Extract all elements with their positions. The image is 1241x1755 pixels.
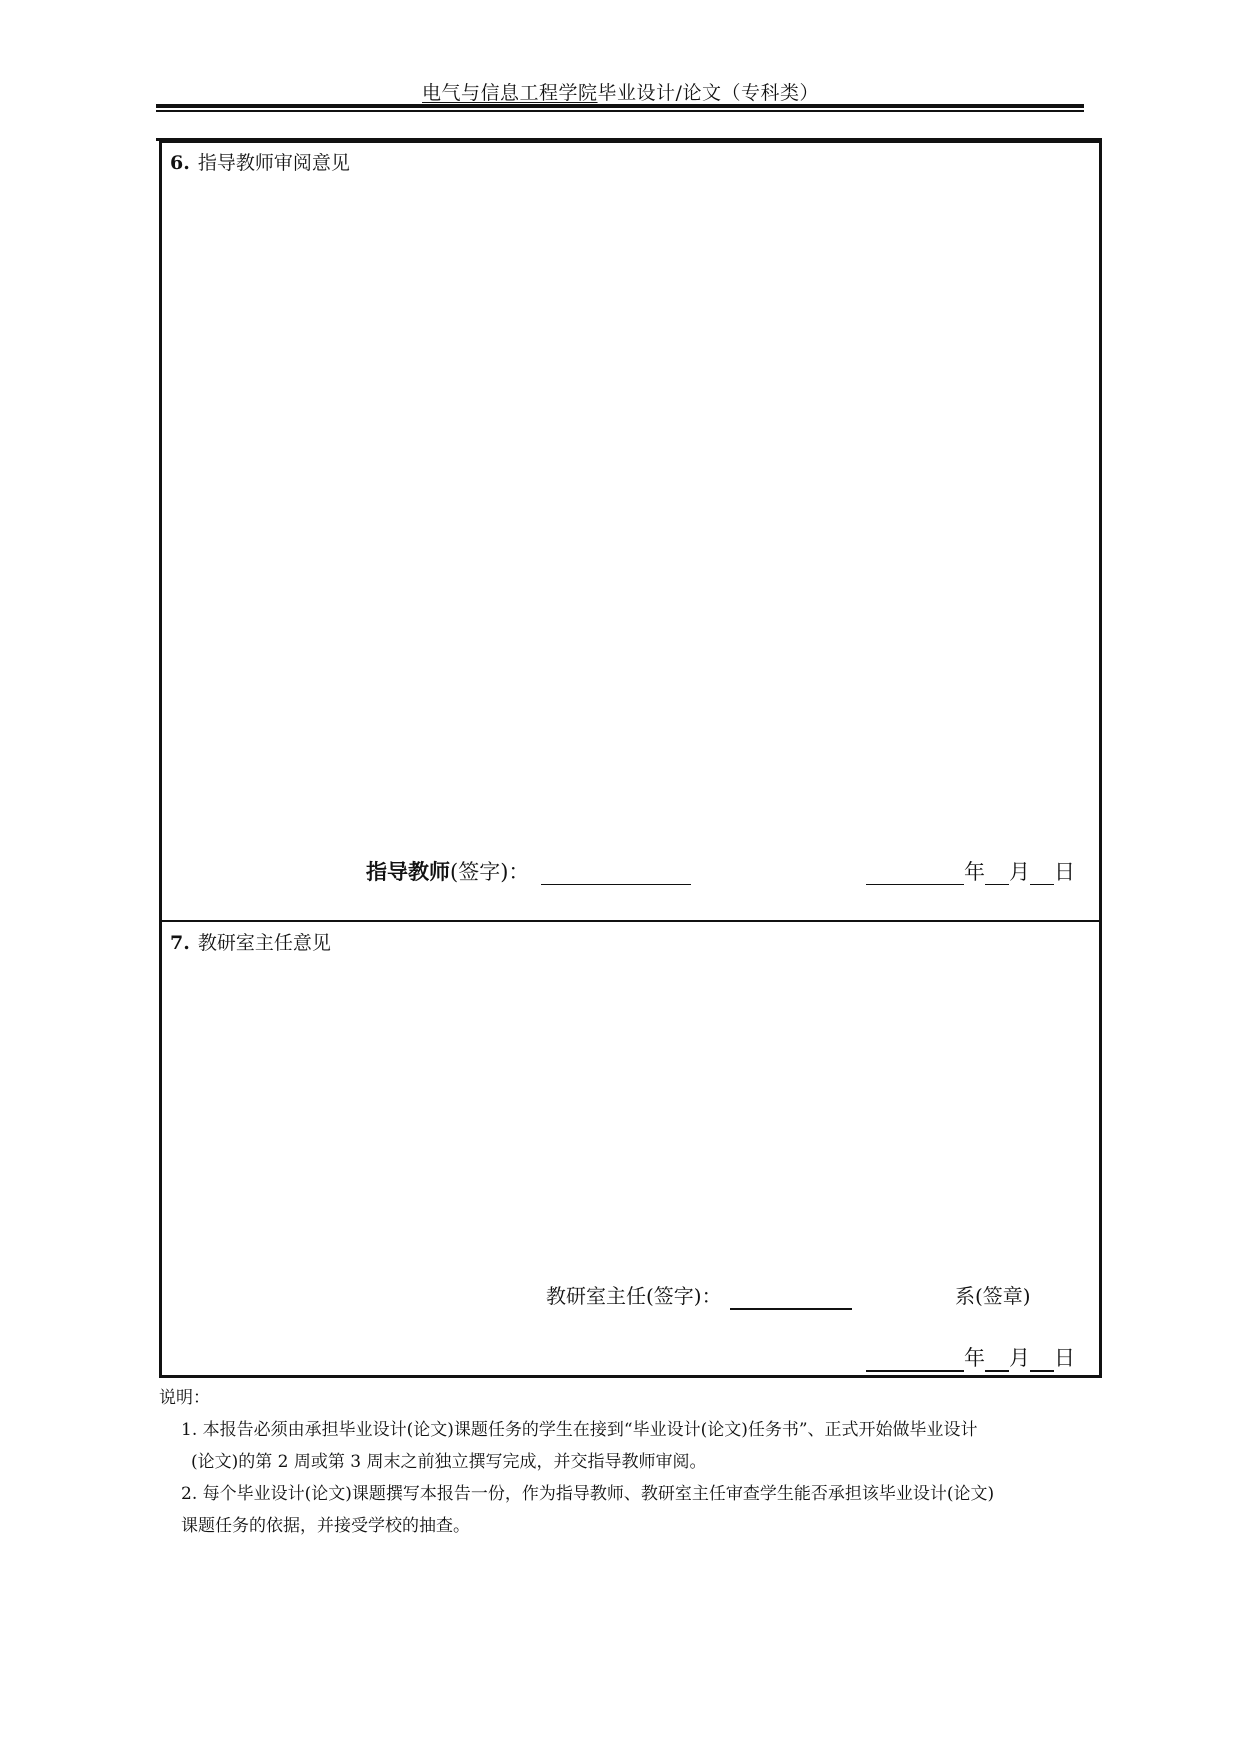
- director-signature-line: [546, 1280, 852, 1310]
- advisor-month-field[interactable]: [985, 860, 1009, 885]
- note-item-1-line-1: 1. 本报告必须由承担毕业设计(论文)课题任务的学生在接到“毕业设计(论文)任务书”、正式开始做毕业设计: [181, 1420, 978, 1440]
- section7-label: 教研室主任意见: [197, 932, 331, 954]
- director-sign-label: 教研室主任(签字)：: [546, 1284, 722, 1308]
- director-year-field[interactable]: [866, 1346, 964, 1372]
- director-year-label: 年: [964, 1346, 985, 1370]
- section6-label: 指导教师审阅意见: [197, 152, 350, 174]
- advisor-day-label: 日: [1054, 860, 1075, 884]
- notes-heading: 说明：: [159, 1388, 210, 1408]
- note-item-2-line-2: 课题任务的依据，并接受学校的抽查。: [181, 1516, 470, 1536]
- page-header-title: [0, 78, 1241, 105]
- header-college: 电气与信息工程学院: [422, 82, 598, 104]
- note-item-1: [159, 1414, 1099, 1478]
- advisor-signature-field[interactable]: [541, 860, 691, 885]
- director-signature-field[interactable]: [730, 1284, 852, 1310]
- advisor-year-label: 年: [964, 860, 985, 884]
- table-top-border: [156, 138, 1102, 141]
- note-item-1-line-2: (论文)的第 2 周或第 3 周末之前独立撰写完成，并交指导教师审阅。: [191, 1452, 707, 1472]
- advisor-year-field[interactable]: [866, 860, 964, 885]
- advisor-sign-suffix: (签字)：: [450, 860, 530, 884]
- department-seal-label: 系(签章): [955, 1284, 1031, 1308]
- note-item-2-line-1: 2. 每个毕业设计(论文)课题撰写本报告一份，作为指导教师、教研室主任审查学生能否承担该毕业设计(论文): [181, 1484, 995, 1504]
- section-divider: [159, 920, 1102, 922]
- director-day-label: 日: [1054, 1346, 1075, 1370]
- advisor-date-line: [866, 856, 1075, 886]
- section7-heading: [170, 928, 331, 955]
- advisor-signature-line: [366, 856, 691, 886]
- note-item-2: [159, 1478, 1099, 1542]
- director-month-label: 月: [1009, 1346, 1030, 1370]
- director-month-field[interactable]: [985, 1346, 1009, 1372]
- section6-heading: [170, 148, 350, 175]
- notes-section: [159, 1382, 1099, 1542]
- header-rule-thin: [156, 110, 1084, 112]
- advisor-label: 指导教师: [366, 860, 450, 884]
- director-day-field[interactable]: [1030, 1346, 1054, 1372]
- director-date-line: [866, 1342, 1075, 1372]
- opinion-table: [159, 140, 1102, 1378]
- header-rule-thick: [156, 104, 1084, 108]
- section7-number: 7.: [170, 932, 190, 954]
- section6-number: 6.: [170, 152, 190, 174]
- header-doc-type: 毕业设计/论文（专科类）: [597, 82, 819, 104]
- advisor-day-field[interactable]: [1030, 860, 1054, 885]
- advisor-month-label: 月: [1009, 860, 1030, 884]
